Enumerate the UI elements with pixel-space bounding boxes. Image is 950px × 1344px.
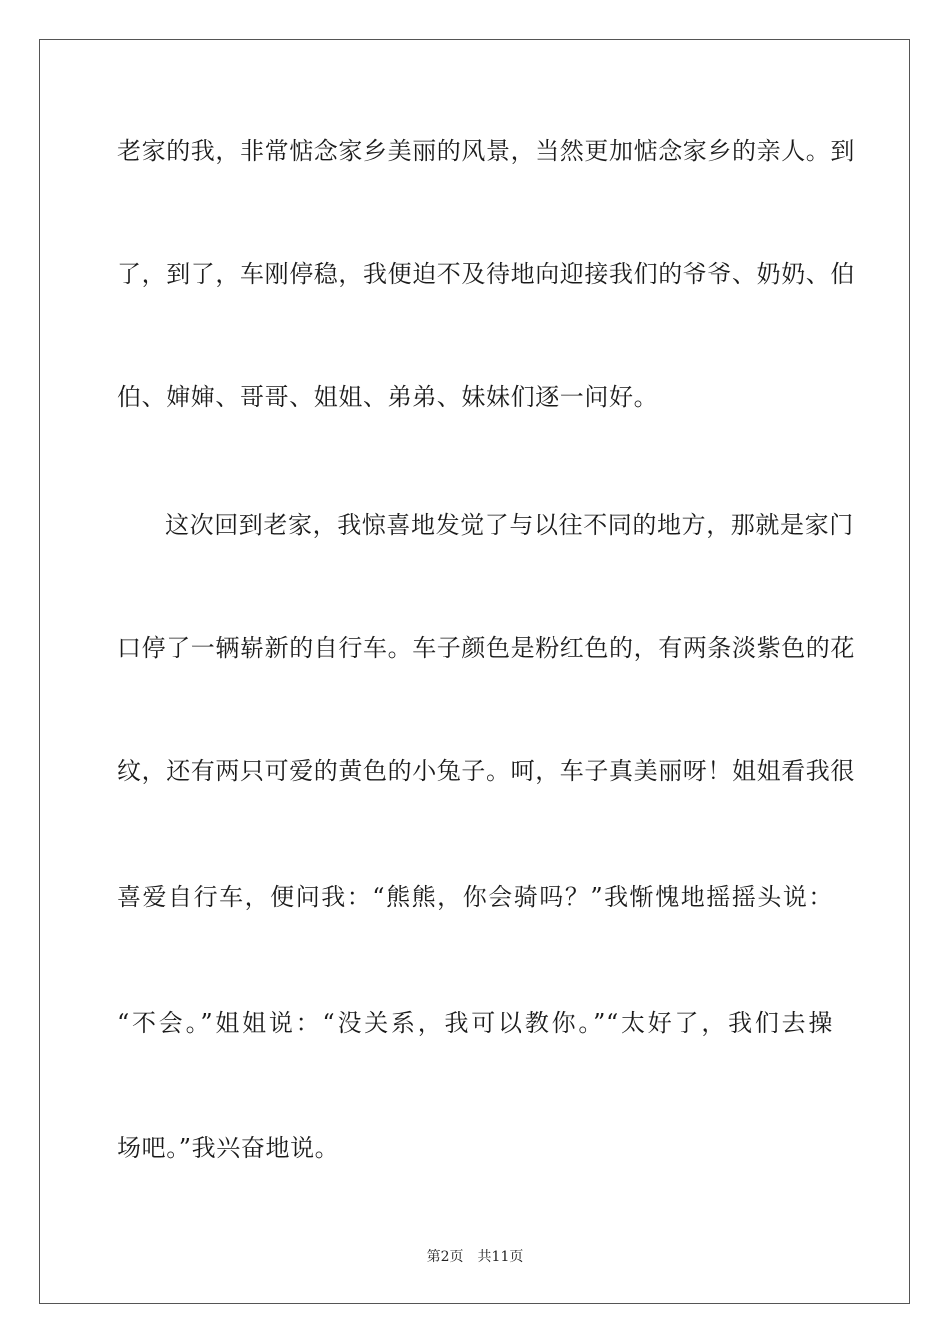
page-number: 第2页	[426, 1249, 464, 1265]
paragraph-line-5: 口停了一辆崭新的自行车。车子颜色是粉红色的，有两条淡紫色的花	[117, 634, 855, 662]
paragraph-line-8: “不会。”姐姐说：“没关系，我可以教你。”“太好了，我们去操	[117, 1009, 833, 1037]
paragraph-line-4: 这次回到老家，我惊喜地发觉了与以往不同的地方，那就是家门	[165, 511, 854, 539]
page-border	[39, 39, 910, 1304]
paragraph-line-6: 纹，还有两只可爱的黄色的小兔子。呵，车子真美丽呀！姐姐看我很	[117, 757, 855, 785]
paragraph-line-7: 喜爱自行车，便问我：“熊熊，你会骑吗？”我惭愧地摇摇头说：	[117, 883, 833, 911]
paragraph-line-2: 了，到了，车刚停稳，我便迫不及待地向迎接我们的爷爷、奶奶、伯	[117, 260, 855, 288]
paragraph-line-9: 场吧。”我兴奋地说。	[117, 1134, 340, 1162]
page-total: 共11页	[477, 1249, 524, 1265]
page-footer	[0, 1248, 950, 1266]
paragraph-line-3: 伯、婶婶、哥哥、姐姐、弟弟、妹妹们逐一问好。	[117, 383, 659, 411]
paragraph-line-1: 老家的我，非常惦念家乡美丽的风景，当然更加惦念家乡的亲人。到	[117, 137, 855, 165]
